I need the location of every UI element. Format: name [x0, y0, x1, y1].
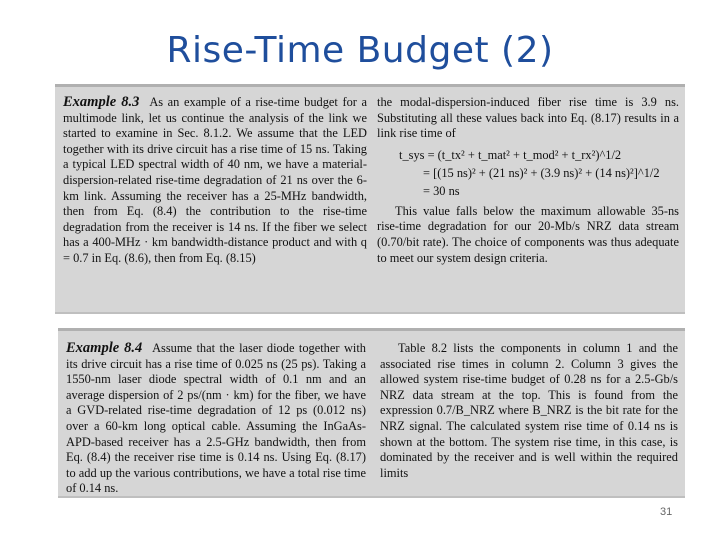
example-8-3-conclusion: This value falls below the maximum allowable 35-ns rise-time degradation for our 20-Mb/s NRZ data stream (0.70/bit rate). The choice of components was thus adequate to meet our system design criteria.	[377, 203, 679, 265]
slide-title: Rise-Time Budget (2)	[166, 30, 554, 71]
rise-time-formula	[399, 146, 679, 200]
example-8-4-right-text: Table 8.2 lists the components in column 1 and the associated rise times in column 2. Column 3 gives the allowed system rise-time budget of 0.28 ns for a 2.5-Gb/s NRZ data stream at the top. This is found from the expression 0.7/B_NRZ where B_NRZ is the bit rate for the NRZ signal. The calculated system rise time of 0.14 ns is shown at the bottom. The system rise time, in this case, is dominated by the receiver and is well within the required limits	[380, 341, 678, 480]
formula-line-1: t_sys = (t_tx² + t_mat² + t_mod² + t_rx²)^1/2	[399, 147, 622, 162]
example-8-4-left-column	[66, 341, 366, 497]
example-8-3-left-column	[63, 95, 367, 267]
example-8-4-heading: Example 8.4	[66, 340, 143, 356]
example-8-3-left-text: As an example of a rise-time budget for a multimode link, let us continue the analysis of the link we started to examine in Sec. 8.1.2. We assume that the LED together with its drive circuit has a rise time of 15 ns. Taking a typical LED spectral width of 40 nm, we have a material-dispersion-related rise-time degradation of 21 ns over the 6-km link. Assuming the receiver has a 25-MHz bandwidth, then from Eq. (8.4) the contribution to the rise-time degradation from the receiver is 14 ns. If the fiber we select has a 400-MHz · km bandwidth-distance product and with q = 0.7 in Eq. (8.6), then from Eq. (8.15)	[63, 95, 367, 265]
example-8-4-box	[58, 328, 685, 498]
page-number: 31	[660, 506, 673, 518]
formula-line-2: = [(15 ns)² + (21 ns)² + (3.9 ns)² + (14 ns)²]^1/2	[423, 165, 660, 180]
example-8-3-heading: Example 8.3	[63, 94, 140, 110]
example-8-4-right-column	[380, 341, 678, 481]
example-8-3-right-text: the modal-dispersion-induced fiber rise time is 3.9 ns. Substituting all these values back into Eq. (8.17) results in a link rise time of	[377, 95, 679, 141]
example-8-3-box	[55, 84, 685, 314]
example-8-4-left-text: Assume that the laser diode together with its drive circuit has a rise time of 0.025 ns (25 ps). Taking a 1550-nm laser diode spectral width of 0.1 nm and an average dispersion of 2 ps/(nm · km) for the fiber, we have a GVD-related rise-time degradation of 12 ps (0.012 ns) over a 60-km long optical cable. Assuming the InGaAs-APD-based receiver has a 2.5-GHz bandwidth, then from Eq. (8.4) the receiver rise time is 0.14 ns. Using Eq. (8.17) to add up the various contributions, we have a total rise time of 0.14 ns.	[66, 341, 366, 496]
example-8-3-right-column	[377, 95, 679, 266]
formula-line-3: = 30 ns	[423, 183, 460, 198]
